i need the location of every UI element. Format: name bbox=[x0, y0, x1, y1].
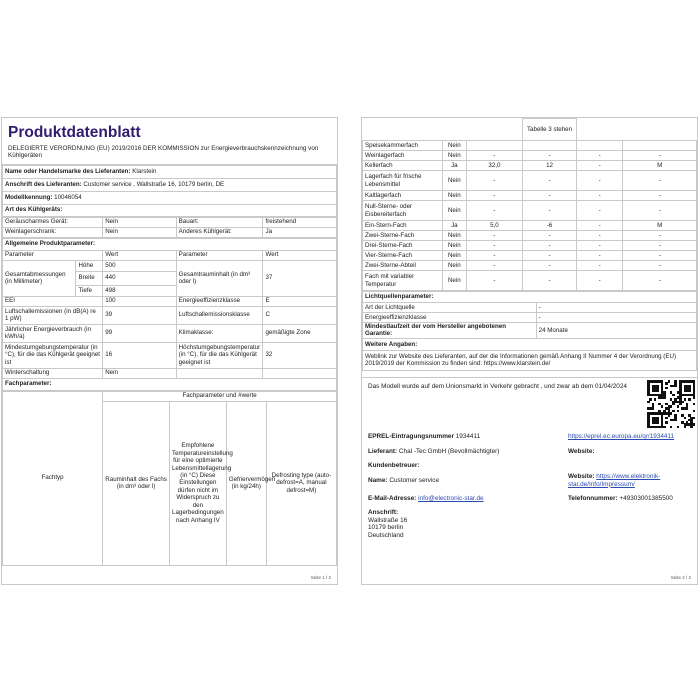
fach-header: Defrosting type (auto-defrost=A, manual defrost=M) bbox=[266, 401, 336, 565]
param-value: 100 bbox=[103, 296, 176, 306]
fach-value: - bbox=[576, 251, 623, 261]
fach-value: Ja bbox=[443, 161, 466, 171]
fach-value: - bbox=[623, 151, 697, 161]
qr-module bbox=[693, 423, 696, 426]
fach-value: - bbox=[523, 201, 576, 221]
fach-value: Nein bbox=[443, 261, 466, 271]
value-header: Wert bbox=[263, 250, 337, 260]
type-table bbox=[2, 217, 337, 238]
fach-value: Nein bbox=[443, 251, 466, 261]
regulation-text bbox=[8, 145, 331, 160]
qr-module bbox=[693, 403, 696, 406]
fach-value: - bbox=[576, 171, 623, 191]
fach-value: - bbox=[523, 261, 576, 271]
fach-value: - bbox=[576, 201, 623, 221]
general-section-heading: Allgemeine Produktparameter: bbox=[3, 238, 337, 250]
supplier-address: Customer service , Wallstraße 16, 10179 berlin, DE bbox=[83, 180, 225, 188]
fach-value: M bbox=[623, 221, 697, 231]
fach-type: Lagerfach für frische Lebensmittel bbox=[363, 171, 443, 191]
fach-value: - bbox=[623, 271, 697, 291]
fach-type: Ein-Stern-Fach bbox=[363, 221, 443, 231]
qr-module bbox=[690, 426, 693, 429]
fach-row bbox=[363, 171, 697, 191]
qr-module bbox=[647, 401, 650, 404]
fach-row bbox=[363, 161, 697, 171]
eprel-link[interactable]: https://eprel.ec.europa.eu/qr/1934411 bbox=[568, 433, 675, 440]
fach-value: Nein bbox=[443, 201, 466, 221]
volume-label: Gesamtrauminhalt (in dm³ oder l) bbox=[176, 260, 263, 296]
qr-module bbox=[661, 405, 664, 408]
fach-value: - bbox=[523, 241, 576, 251]
fach-value: - bbox=[576, 261, 623, 271]
fach-values-table bbox=[362, 118, 697, 291]
fach-type: Zwei-Sterne-Abteil bbox=[363, 261, 443, 271]
website2-label: Website: bbox=[568, 473, 595, 480]
volume-value: 37 bbox=[263, 260, 337, 296]
fach-header-table bbox=[2, 391, 337, 566]
param-header: Parameter bbox=[3, 250, 103, 260]
type-value: Nein bbox=[103, 227, 176, 237]
qr-module bbox=[672, 410, 675, 413]
light-label: Art der Lichtquelle bbox=[363, 303, 537, 313]
fach-row bbox=[363, 271, 697, 291]
further-section-heading: Weitere Angaben: bbox=[363, 338, 697, 350]
fach-value: M bbox=[623, 161, 697, 171]
qr-module bbox=[677, 405, 680, 408]
fach-row bbox=[363, 251, 697, 261]
type-value: Ja bbox=[263, 227, 337, 237]
dim-value: 440 bbox=[103, 271, 176, 285]
fach-value: - bbox=[523, 271, 576, 291]
param-value: gemäßigte Zone bbox=[263, 324, 337, 342]
param-header: Parameter bbox=[176, 250, 263, 260]
website-label: Website: bbox=[568, 448, 595, 455]
type-label: Weinlagerschrank: bbox=[3, 227, 103, 237]
qr-module bbox=[674, 385, 677, 388]
fach-value: - bbox=[466, 201, 523, 221]
qr-module bbox=[663, 426, 666, 429]
light-label: Energieeffizienzklasse bbox=[363, 313, 537, 323]
fach-value: - bbox=[523, 251, 576, 261]
qr-module bbox=[688, 389, 691, 392]
qr-module bbox=[663, 396, 666, 399]
regulation-prefix: DELEGIERTE VERORDNUNG (EU) 2019/2016 DER KOMMISSION bbox=[8, 144, 199, 152]
param-label: Luftschallemissionen (in dB(A) re 1 pW) bbox=[3, 306, 103, 324]
fach-value: -6 bbox=[523, 221, 576, 231]
fach-type: Kaltlagerfach bbox=[363, 191, 443, 201]
qr-module bbox=[674, 419, 677, 422]
fach-value: - bbox=[466, 171, 523, 191]
fach-value: - bbox=[576, 151, 623, 161]
param-label: Höchstumgebungstemperatur (in °C), für die das Kühlgerät geeignet ist bbox=[176, 342, 263, 368]
dim-name: Höhe bbox=[76, 260, 103, 271]
fach-value: - bbox=[523, 191, 576, 201]
general-params-table bbox=[2, 238, 337, 391]
param-value: 16 bbox=[103, 342, 176, 368]
qr-module bbox=[686, 407, 689, 410]
qr-module bbox=[679, 403, 682, 406]
qr-code-icon bbox=[647, 380, 695, 428]
website2-link[interactable]: https://www.elektronik-star.de/Info/Impressum/ bbox=[568, 473, 661, 488]
dims-label: Gesamtabmessungen (in Millimeter) bbox=[3, 260, 76, 296]
page-title: Produktdatenblatt bbox=[8, 124, 141, 141]
param-value: 39 bbox=[103, 306, 176, 324]
fach-value: - bbox=[623, 251, 697, 261]
param-value: 32 bbox=[263, 342, 337, 368]
param-value: C bbox=[263, 306, 337, 324]
fach-value: 32,0 bbox=[466, 161, 523, 171]
fach-row bbox=[363, 221, 697, 231]
qr-module bbox=[665, 417, 668, 420]
phone-value: +4930300138550​0 bbox=[619, 495, 673, 502]
fach-value: Nein bbox=[443, 171, 466, 191]
fach-type: Vier-Sterne-Fach bbox=[363, 251, 443, 261]
qr-module bbox=[684, 398, 687, 401]
qr-module bbox=[681, 401, 684, 404]
fach-row bbox=[363, 231, 697, 241]
fach-value bbox=[523, 141, 576, 151]
fach-value: 12 bbox=[523, 161, 576, 171]
supplier-address-label: Anschrift des Lieferanten: bbox=[5, 180, 82, 188]
fach-type: Fach mit variabler Temperatur bbox=[363, 271, 443, 291]
fach-value: - bbox=[466, 151, 523, 161]
param-value: E bbox=[263, 296, 337, 306]
fach-value: - bbox=[523, 231, 576, 241]
fach-value: - bbox=[523, 151, 576, 161]
qr-module bbox=[684, 417, 687, 420]
fach-type: Speisekammerfach bbox=[363, 141, 443, 151]
fach-value: - bbox=[466, 231, 523, 241]
fach-header: Empfohlene Temperatureinstellung für eine optimierte Lebensmittellagerung (in °C) Diese Einstellungen dürfen nicht im Widerspruch zu den Lagerbedingungen nach Anhang IV bbox=[169, 401, 226, 565]
fach-value bbox=[623, 141, 697, 151]
fach-value bbox=[466, 141, 523, 151]
model-label: Modellkennung: bbox=[5, 193, 53, 201]
fach-value: - bbox=[466, 261, 523, 271]
qr-module bbox=[672, 394, 675, 397]
fach-row bbox=[363, 141, 697, 151]
customer-service-label: Kundenbetreuer: bbox=[368, 462, 420, 469]
type-value: Nein bbox=[103, 217, 176, 227]
warranty-label: Mindestlaufzeit der vom Hersteller angebotenen Garantie: bbox=[363, 323, 537, 339]
fach-type: Weinlagerfach bbox=[363, 151, 443, 161]
eprel-label bbox=[368, 433, 480, 441]
fach-header: Rauminhalt des Fachs (in dm³ oder l) bbox=[103, 401, 170, 565]
fach-value: Nein bbox=[443, 241, 466, 251]
type-label: Geräuscharmes Gerät: bbox=[3, 217, 103, 227]
fach-value: - bbox=[623, 261, 697, 271]
supplier-value: Chal -Tec GmbH (Bevollmächtigter) bbox=[398, 448, 500, 455]
address-block bbox=[368, 509, 407, 540]
qr-module bbox=[670, 412, 673, 415]
fach-type: Drei-Sterne-Fach bbox=[363, 241, 443, 251]
regulation-rest: zur Energieverbrauchskennzeichnung von Kühlgeräten bbox=[8, 144, 319, 160]
address-line: 10179 berlin bbox=[368, 524, 404, 532]
table-caption: Tabelle 3 stehen bbox=[523, 119, 576, 141]
eprel-number: 1934411 bbox=[455, 433, 481, 440]
fach-value: - bbox=[523, 171, 576, 191]
type-value: freistehend bbox=[263, 217, 337, 227]
fach-value: Nein bbox=[443, 271, 466, 291]
fach-type: Kellerfach bbox=[363, 161, 443, 171]
param-label: Jährlicher Energieverbrauch (in kWh/a) bbox=[3, 324, 103, 342]
fach-value: - bbox=[466, 241, 523, 251]
email-link[interactable]: info@electronic-star.de bbox=[418, 495, 484, 502]
qr-module bbox=[668, 380, 671, 383]
qr-module bbox=[668, 414, 671, 417]
fach-value: - bbox=[623, 201, 697, 221]
fach-value: - bbox=[466, 271, 523, 291]
fach-value: - bbox=[466, 191, 523, 201]
fach-header: Gefriervermögen (in kg/24h) bbox=[226, 401, 266, 565]
light-table bbox=[362, 291, 697, 371]
param-label: Mindestumgebungstemperatur (in °C), für die das Kühlgerät geeignet ist bbox=[3, 342, 103, 368]
qr-module bbox=[688, 398, 691, 401]
type-section-heading: Art des Kühlgeräts: bbox=[3, 204, 337, 216]
qr-module bbox=[665, 387, 668, 390]
supplier-table bbox=[2, 165, 337, 217]
fach-row bbox=[363, 201, 697, 221]
fach-value bbox=[576, 141, 623, 151]
model-id: 10046054 bbox=[54, 193, 82, 201]
qr-module bbox=[654, 398, 657, 401]
qr-module bbox=[656, 389, 659, 392]
email-label: E-Mail-Adresse: bbox=[368, 495, 417, 502]
dim-name: Tiefe bbox=[76, 285, 103, 296]
fach-type: Zwei-Sterne-Fach bbox=[363, 231, 443, 241]
fach-value: - bbox=[576, 231, 623, 241]
fach-value: - bbox=[623, 241, 697, 251]
fach-value: - bbox=[623, 191, 697, 201]
fach-value: - bbox=[576, 271, 623, 291]
qr-module bbox=[656, 421, 659, 424]
fach-value: Nein bbox=[443, 191, 466, 201]
supplier-label: Lieferant: bbox=[368, 448, 398, 455]
light-value: - bbox=[536, 313, 696, 323]
supplier-name: Klarstein bbox=[132, 167, 157, 175]
qr-module bbox=[670, 426, 673, 429]
datasheet-page-2 bbox=[361, 117, 698, 585]
qr-module bbox=[677, 410, 680, 413]
supplier-row bbox=[368, 448, 499, 456]
supplier-name-label: Name oder Handelsmarke des Lieferanten: bbox=[5, 167, 131, 175]
light-value: - bbox=[536, 303, 696, 313]
address-line: Deutschland bbox=[368, 532, 404, 540]
param-value: 99 bbox=[103, 324, 176, 342]
qr-module bbox=[693, 396, 696, 399]
dim-value: 498 bbox=[103, 285, 176, 296]
datasheet-page-1 bbox=[1, 117, 338, 585]
dim-value: 500 bbox=[103, 260, 176, 271]
fach-type: Null-Sterne- oder Eisbereiterfach bbox=[363, 201, 443, 221]
qr-module bbox=[693, 410, 696, 413]
fach-value: - bbox=[576, 221, 623, 231]
dim-name: Breite bbox=[76, 271, 103, 285]
warranty-value: 24 Monate bbox=[536, 323, 696, 339]
address-label: Anschrift: bbox=[368, 509, 399, 516]
type-label: Anderes Kühlgerät: bbox=[176, 227, 263, 237]
fach-row bbox=[363, 241, 697, 251]
fach-value: Nein bbox=[443, 231, 466, 241]
value-header: Wert bbox=[103, 250, 176, 260]
fach-value: - bbox=[576, 241, 623, 251]
address-line: Wallstraße 16 bbox=[368, 516, 408, 524]
fach-value: Nein bbox=[443, 141, 466, 151]
page-number: Seite 2 / 2 bbox=[670, 574, 691, 580]
name-row bbox=[368, 477, 439, 485]
fach-value: 5,0 bbox=[466, 221, 523, 231]
fach-row bbox=[363, 261, 697, 271]
email-row bbox=[368, 495, 484, 503]
fach-header: Fachtyp bbox=[3, 391, 103, 565]
qr-module bbox=[665, 382, 668, 385]
light-section-heading: Lichtquellenparameter: bbox=[363, 292, 697, 303]
fach-value: - bbox=[623, 171, 697, 191]
qr-module bbox=[672, 403, 675, 406]
further-text: Weblink zur Website des Lieferanten, auf der die Informationen gemäß Anhang II Nummer 4 der Verordnung (EU) 2019/2019 der Kommission zu finden sind: https://www.klarstein.de/ bbox=[363, 350, 697, 370]
qr-module bbox=[649, 398, 652, 401]
page-number: Seite 1 / 2 bbox=[310, 574, 331, 580]
phone-label: Telefonnummer: bbox=[568, 495, 618, 502]
name-label: Name: bbox=[368, 477, 388, 484]
eprel-label-text: EPREL-Eintragungsnummer bbox=[368, 433, 454, 440]
website2-row bbox=[568, 473, 693, 488]
qr-module bbox=[684, 426, 687, 429]
fach-value: - bbox=[576, 161, 623, 171]
fach-row bbox=[363, 151, 697, 161]
type-label: Bauart: bbox=[176, 217, 263, 227]
qr-module bbox=[693, 417, 696, 420]
fach-value: - bbox=[466, 251, 523, 261]
winter-label: Winterschaltung bbox=[3, 368, 103, 378]
section-divider bbox=[362, 377, 697, 378]
fach-row bbox=[363, 191, 697, 201]
name-value: Customer service bbox=[389, 477, 440, 484]
fach-section-heading: Fachparameter: bbox=[3, 378, 337, 390]
param-label: Klimaklasse: bbox=[176, 324, 263, 342]
fach-value: Ja bbox=[443, 221, 466, 231]
qr-module bbox=[652, 407, 655, 410]
qr-module bbox=[665, 421, 668, 424]
fach-value: - bbox=[576, 191, 623, 201]
param-label: Energieeffizienzklasse bbox=[176, 296, 263, 306]
fach-value: Nein bbox=[443, 151, 466, 161]
qr-module bbox=[670, 405, 673, 408]
fach-group-header: Fachparameter und #werte bbox=[103, 391, 337, 401]
fach-value: - bbox=[623, 231, 697, 241]
param-label: Luftschallemissionsklasse bbox=[176, 306, 263, 324]
param-label: EEI bbox=[3, 296, 103, 306]
winter-value: Nein bbox=[103, 368, 176, 378]
qr-module bbox=[677, 426, 680, 429]
market-text: Das Modell wurde auf dem Unionsmarkt in Verkehr gebracht , und zwar ab dem 01/04/2024 bbox=[368, 383, 627, 390]
phone-row bbox=[568, 495, 673, 503]
